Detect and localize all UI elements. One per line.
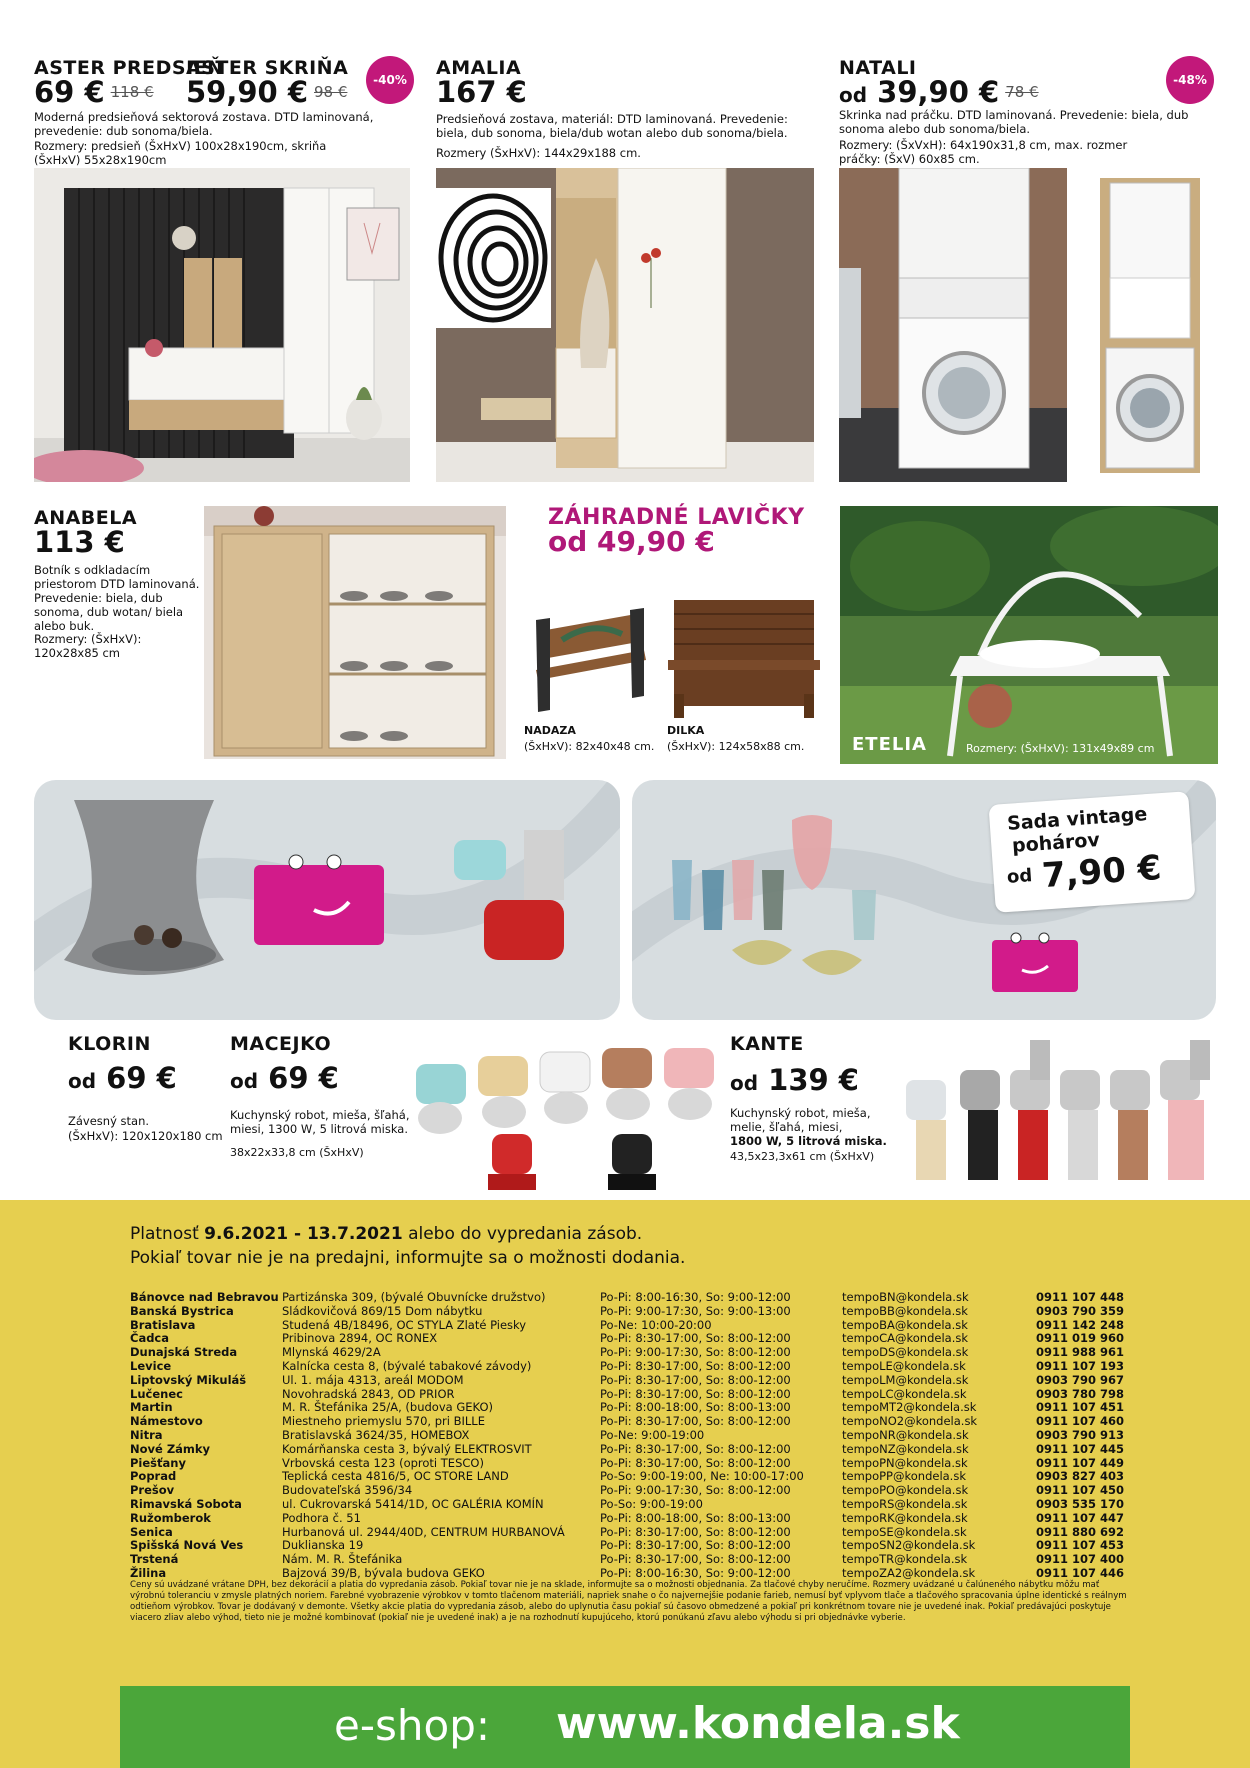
store-hours: Po-Pi: 9:00-17:30, So: 9:00-13:00 [600, 1303, 791, 1318]
store-hours: Po-Pi: 8:30-17:00, So: 8:00-12:00 [600, 1331, 791, 1346]
store-city: Spišská Nová Ves [130, 1538, 244, 1553]
amalia-price: 167 € [436, 75, 527, 109]
store-email[interactable]: tempoSE@kondela.sk [842, 1524, 967, 1539]
store-phone: 0911 107 453 [1036, 1538, 1125, 1553]
store-hours: Po-Pi: 8:30-17:00, So: 8:00-12:00 [600, 1386, 791, 1401]
store-hours: Po-So: 9:00-19:00, Ne: 10:00-17:00 [600, 1469, 804, 1484]
store-email[interactable]: tempoNZ@kondela.sk [842, 1441, 969, 1456]
store-phone: 0911 107 446 [1036, 1566, 1125, 1580]
natali-title: NATALI [839, 57, 917, 79]
anabela-price: 113 € [34, 525, 125, 559]
store-addr: Mlynská 4629/2A [282, 1345, 381, 1360]
etelia-dimensions: Rozmery: (ŠxHxV): 131x49x89 cm [966, 742, 1155, 755]
store-email[interactable]: tempoSN2@kondela.sk [842, 1538, 976, 1553]
store-city: Senica [130, 1524, 173, 1539]
store-city: Prešov [130, 1483, 175, 1498]
aster-photo [34, 168, 410, 482]
store-hours: Po-So: 9:00-19:00 [600, 1497, 703, 1511]
store-email[interactable]: tempoLM@kondela.sk [842, 1372, 969, 1387]
store-email[interactable]: tempoRK@kondela.sk [842, 1510, 968, 1525]
store-phone: 0911 142 248 [1036, 1317, 1125, 1332]
anabela-title: ANABELA [34, 507, 138, 529]
store-phone: 0903 535 170 [1036, 1497, 1125, 1511]
store-hours: Po-Pi: 8:00-16:30, So: 9:00-12:00 [600, 1566, 791, 1580]
natali-description: Skrinka nad práčku. DTD laminovaná. Prevedenie: biela, dub sonoma alebo dub sonoma/biela. [839, 108, 1189, 136]
validity-line: Platnosť 9.6.2021 - 13.7.2021 alebo do vypredania zásob. [130, 1224, 643, 1244]
natali-dimensions: Rozmery: (ŠxVxH): 64x190x31,8 cm, max. rozmer práčky: (ŠxV) 60x85 cm. [839, 138, 1128, 166]
store-addr: Partizánska 309, (bývalé Obuvnícke družstvo) [282, 1290, 546, 1304]
store-email[interactable]: tempoBA@kondela.sk [842, 1317, 968, 1332]
glass-price: 7,90 € [1040, 847, 1163, 897]
store-email[interactable]: tempoZA2@kondela.sk [842, 1566, 976, 1580]
store-email[interactable]: tempoTR@kondela.sk [842, 1552, 968, 1567]
store-email[interactable]: tempoCA@kondela.sk [842, 1331, 969, 1346]
natali-discount-badge: -48% [1166, 56, 1214, 104]
store-email[interactable]: tempoLE@kondela.sk [842, 1359, 966, 1373]
glass-label-line2: pohárov [1011, 828, 1101, 858]
macejko-title: MACEJKO [230, 1033, 332, 1055]
store-hours: Po-Pi: 8:30-17:00, So: 8:00-12:00 [600, 1414, 791, 1429]
store-hours: Po-Pi: 8:00-18:00, So: 8:00-13:00 [600, 1510, 791, 1525]
store-hours: Po-Pi: 9:00-17:30, So: 8:00-12:00 [600, 1345, 791, 1360]
aster-dimensions: Rozmery: predsieň (ŠxHxV) 100x28x190cm, skriňa (ŠxHxV) 55x28x190cm [34, 139, 327, 167]
store-hours: Po-Pi: 8:00-18:00, So: 8:00-13:00 [600, 1400, 791, 1415]
store-email[interactable]: tempoPP@kondela.sk [842, 1469, 966, 1484]
kante-dimensions: 43,5x23,3x61 cm (ŠxHxV) [730, 1150, 875, 1163]
store-city: Levice [130, 1359, 172, 1373]
aster-predsien-old-price: 118 € [110, 83, 154, 101]
banner-right [632, 780, 1216, 1020]
store-addr: Teplická cesta 4816/5, OC STORE LAND [282, 1469, 509, 1484]
store-city: Dunajská Streda [130, 1345, 238, 1360]
natali-photo-2 [1070, 168, 1220, 482]
store-hours: Po-Pi: 8:30-17:00, So: 8:00-12:00 [600, 1524, 791, 1539]
store-hours: Po-Pi: 8:30-17:00, So: 8:00-12:00 [600, 1538, 791, 1553]
natali-photo-1 [839, 168, 1067, 482]
store-hours: Po-Ne: 9:00-19:00 [600, 1428, 705, 1442]
lavicky-price: od 49,90 € [548, 525, 715, 558]
store-addr: Novohradská 2843, OD PRIOR [282, 1386, 455, 1401]
nadaza-dimensions: (ŠxHxV): 82x40x48 cm. [524, 740, 655, 753]
store-hours: Po-Pi: 8:30-17:00, So: 8:00-12:00 [600, 1359, 791, 1373]
store-addr: Budovateľská 3596/34 [282, 1483, 413, 1498]
store-addr: Podhora č. 51 [282, 1510, 361, 1525]
store-addr: Pribinova 2894, OC RONEX [282, 1331, 438, 1346]
aster-predsien-title: ASTER PREDSIEŇ [34, 57, 224, 79]
klorin-description: Závesný stan. [68, 1114, 150, 1128]
store-city: Banská Bystrica [130, 1303, 234, 1318]
nadaza-name: NADAZA [524, 724, 576, 737]
dilka-dimensions: (ŠxHxV): 124x58x88 cm. [667, 740, 805, 753]
store-hours: Po-Pi: 9:00-17:30, So: 8:00-12:00 [600, 1483, 791, 1498]
store-phone: 0903 790 359 [1036, 1303, 1125, 1318]
store-hours: Po-Pi: 8:30-17:00, So: 8:00-12:00 [600, 1372, 791, 1387]
store-city: Ružomberok [130, 1510, 211, 1525]
store-addr: Kalnícka cesta 8, (bývalé tabakové závody) [282, 1359, 532, 1373]
aster-skrina-title: ASTER SKRIŇA [186, 57, 349, 79]
store-city: Martin [130, 1400, 173, 1415]
klorin-price: od 69 € [68, 1061, 177, 1095]
store-addr: Vrbovská cesta 123 (oproti TESCO) [282, 1455, 484, 1470]
store-phone: 0911 880 692 [1036, 1524, 1125, 1539]
store-hours: Po-Pi: 8:00-16:30, So: 9:00-12:00 [600, 1290, 791, 1304]
store-addr: M. R. Štefánika 25/A, (budova GEKO) [282, 1400, 493, 1415]
klorin-title: KLORIN [68, 1033, 151, 1055]
store-phone: 0911 107 447 [1036, 1510, 1125, 1525]
eshop-url[interactable]: www.kondela.sk [556, 1698, 960, 1749]
lavicky-title: ZÁHRADNÉ LAVIČKY [548, 505, 805, 530]
store-city: Poprad [130, 1469, 177, 1484]
store-email[interactable]: tempoNO2@kondela.sk [842, 1414, 978, 1429]
store-phone: 0903 790 967 [1036, 1372, 1125, 1387]
availability-line: Pokiaľ tovar nie je na predajni, informujte sa o možnosti dodania. [130, 1248, 686, 1268]
amalia-description: Predsieňová zostava, materiál: DTD laminovaná. Prevedenie: biela, dub sonoma, biela/dub wotan alebo dub sonoma/biela. [436, 112, 788, 140]
etelia-photo [840, 506, 1218, 764]
store-hours: Po-Pi: 8:30-17:00, So: 8:00-12:00 [600, 1552, 791, 1567]
amalia-photo [436, 168, 814, 482]
aster-discount-badge: -40% [366, 56, 414, 104]
dilka-name: DILKA [667, 724, 705, 737]
macejko-photo [412, 1034, 724, 1198]
store-addr: Nám. M. R. Štefánika [282, 1552, 403, 1567]
store-phone: 0911 107 445 [1036, 1441, 1125, 1456]
store-city: Trstená [130, 1552, 179, 1567]
store-addr: Studená 4B/18496, OC STYLA Zlaté Piesky [282, 1317, 527, 1332]
kante-photo [900, 1040, 1226, 1198]
aster-description: Moderná predsieňová sektorová zostava. DTD laminovaná, prevedenie: dub sonoma/biela. [34, 110, 374, 138]
anabela-dimensions: Rozmery: (ŠxHxV): 120x28x85 cm [34, 632, 142, 660]
store-hours: Po-Ne: 10:00-20:00 [600, 1317, 712, 1332]
store-addr: Duklianska 19 [282, 1538, 364, 1553]
store-hours: Po-Pi: 8:30-17:00, So: 8:00-12:00 [600, 1455, 791, 1470]
nadaza-photo [526, 600, 654, 716]
store-city: Žilina [130, 1566, 167, 1580]
store-city: Rimavská Sobota [130, 1497, 242, 1511]
macejko-price: od 69 € [230, 1061, 339, 1095]
store-email[interactable]: tempoBB@kondela.sk [842, 1303, 968, 1318]
eshop-label: e-shop: [334, 1701, 491, 1750]
etelia-name: ETELIA [852, 734, 927, 755]
glass-od: od [1006, 865, 1033, 888]
store-addr: Sládkovičová 869/15 Dom nábytku [282, 1303, 483, 1318]
disclaimer: Ceny sú uvádzané vrátane DPH, bez dekorácií a platia do vypredania zásob. Pokiaľ tovar nie je na sklade, informujte sa o možnosti objednania. Za tlačové chyby neručíme. Rozmery uvádzané u čalúneného nábytku môžu mať výrobnú toleranciu v zmysle platných noriem. Farebné vyobrazenie výrobkov v tomto tlačenom materiáli, napriek snahe o čo najvernejšie podanie farieb, nemusí byť vplyvom tlače a tlačového spracovania úplne identické s reálnym odtieňom výrobkov. Tovar je dodávaný v demonte. Všetky akcie platia do vypredania zásob, alebo do uplynutia času pokiaľ sú časovo obmedzené a pokiaľ pri konkrétnom tovare nie je uvedené inak. Pokiaľ predávajúci poskytuje viacero zliav alebo výhod, tieto nie je možné kombinovať (pokiaľ nie je uvedené inak) a je na rozhodnutí kupujúceho, ktorú ponúkanú zľavu alebo výhodu si pri objednávke vyberie. [130, 1580, 1127, 1623]
store-phone: 0911 107 400 [1036, 1552, 1125, 1567]
store-addr: Ul. 1. mája 4313, areál MODOM [282, 1372, 464, 1387]
store-city: Lučenec [130, 1386, 183, 1401]
store-city: Bánovce nad Bebravou [130, 1290, 279, 1304]
aster-skrina-price: 59,90 € $^{98 €}$ [186, 75, 348, 109]
kante-description-2: 1800 W, 5 litrová miska. [730, 1134, 887, 1148]
store-phone: 0911 107 193 [1036, 1359, 1125, 1373]
store-email[interactable]: tempoNR@kondela.sk [842, 1428, 969, 1442]
store-addr: ul. Cukrovarská 5414/1D, OC GALÉRIA KOMÍN [282, 1497, 544, 1511]
kante-price: od 139 € [730, 1063, 859, 1097]
store-hours: Po-Pi: 8:30-17:00, So: 8:00-12:00 [600, 1441, 791, 1456]
store-addr: Komárňanska cesta 3, bývalý ELEKTROSVIT [282, 1441, 532, 1456]
store-email[interactable]: tempoDS@kondela.sk [842, 1345, 969, 1360]
amalia-dimensions: Rozmery (ŠxHxV): 144x29x188 cm. [436, 146, 641, 160]
store-phone: 0911 107 460 [1036, 1414, 1125, 1429]
store-addr: Bratislavská 3624/35, HOMEBOX [282, 1428, 470, 1442]
store-city: Liptovský Mikuláš [130, 1372, 247, 1387]
store-city: Nitra [130, 1428, 163, 1442]
store-email[interactable]: tempoPN@kondela.sk [842, 1455, 968, 1470]
amalia-title: AMALIA [436, 57, 522, 79]
aster-predsien-price: 69 € $^{118 €}$ [34, 75, 154, 109]
store-email[interactable]: tempoMT2@kondela.sk [842, 1400, 977, 1415]
anabela-description: Botník s odkladacím priestorom DTD laminovaná. Prevedenie: biela, dub sonoma, dub wotan/ biela alebo buk. [34, 563, 200, 633]
store-city: Čadca [130, 1331, 170, 1346]
store-phone: 0911 988 961 [1036, 1345, 1125, 1360]
store-addr: Miestneho priemyslu 570, pri BILLE [282, 1414, 485, 1429]
store-phone: 0911 107 450 [1036, 1483, 1125, 1498]
anabela-photo [204, 506, 506, 759]
store-addr: Hurbanová ul. 2944/40D, CENTRUM HURBANOVÁ [282, 1524, 565, 1539]
store-email[interactable]: tempoBN@kondela.sk [842, 1290, 969, 1304]
store-phone: 0911 019 960 [1036, 1331, 1125, 1346]
store-phone: 0911 107 448 [1036, 1290, 1125, 1304]
store-city: Piešťany [130, 1455, 186, 1470]
macejko-description: Kuchynský robot, mieša, šľahá, miesi, 1300 W, 5 litrová miska. [230, 1108, 410, 1136]
store-phone: 0903 827 403 [1036, 1469, 1125, 1484]
kante-description-1: Kuchynský robot, mieša, melie, šľahá, miesi, [730, 1106, 871, 1134]
aster-skrina-old-price: 98 € [314, 83, 348, 101]
store-email[interactable]: tempoPO@kondela.sk [842, 1483, 969, 1498]
klorin-dimensions: (ŠxHxV): 120x120x180 cm [68, 1129, 223, 1143]
store-phone: 0903 790 913 [1036, 1428, 1125, 1442]
banner-left [34, 780, 620, 1020]
store-addr: Bajzová 39/B, bývala budova GEKO [282, 1566, 485, 1580]
store-city: Nové Zámky [130, 1441, 211, 1456]
natali-price: od 39,90 € $^{78 €}$ [839, 75, 1039, 109]
store-phone: 0911 107 451 [1036, 1400, 1125, 1415]
store-email[interactable]: tempoLC@kondela.sk [842, 1386, 967, 1401]
store-city: Bratislava [130, 1317, 196, 1332]
store-phone: 0903 780 798 [1036, 1386, 1125, 1401]
macejko-dimensions: 38x22x33,8 cm (ŠxHxV) [230, 1146, 364, 1159]
dilka-photo [662, 594, 826, 722]
kante-title: KANTE [730, 1033, 804, 1055]
natali-old-price: 78 € [1005, 83, 1039, 101]
store-email[interactable]: tempoRS@kondela.sk [842, 1497, 968, 1511]
store-phone: 0911 107 449 [1036, 1455, 1125, 1470]
store-city: Námestovo [130, 1414, 203, 1429]
glass-label-line1: Sada vintage [1006, 803, 1148, 835]
